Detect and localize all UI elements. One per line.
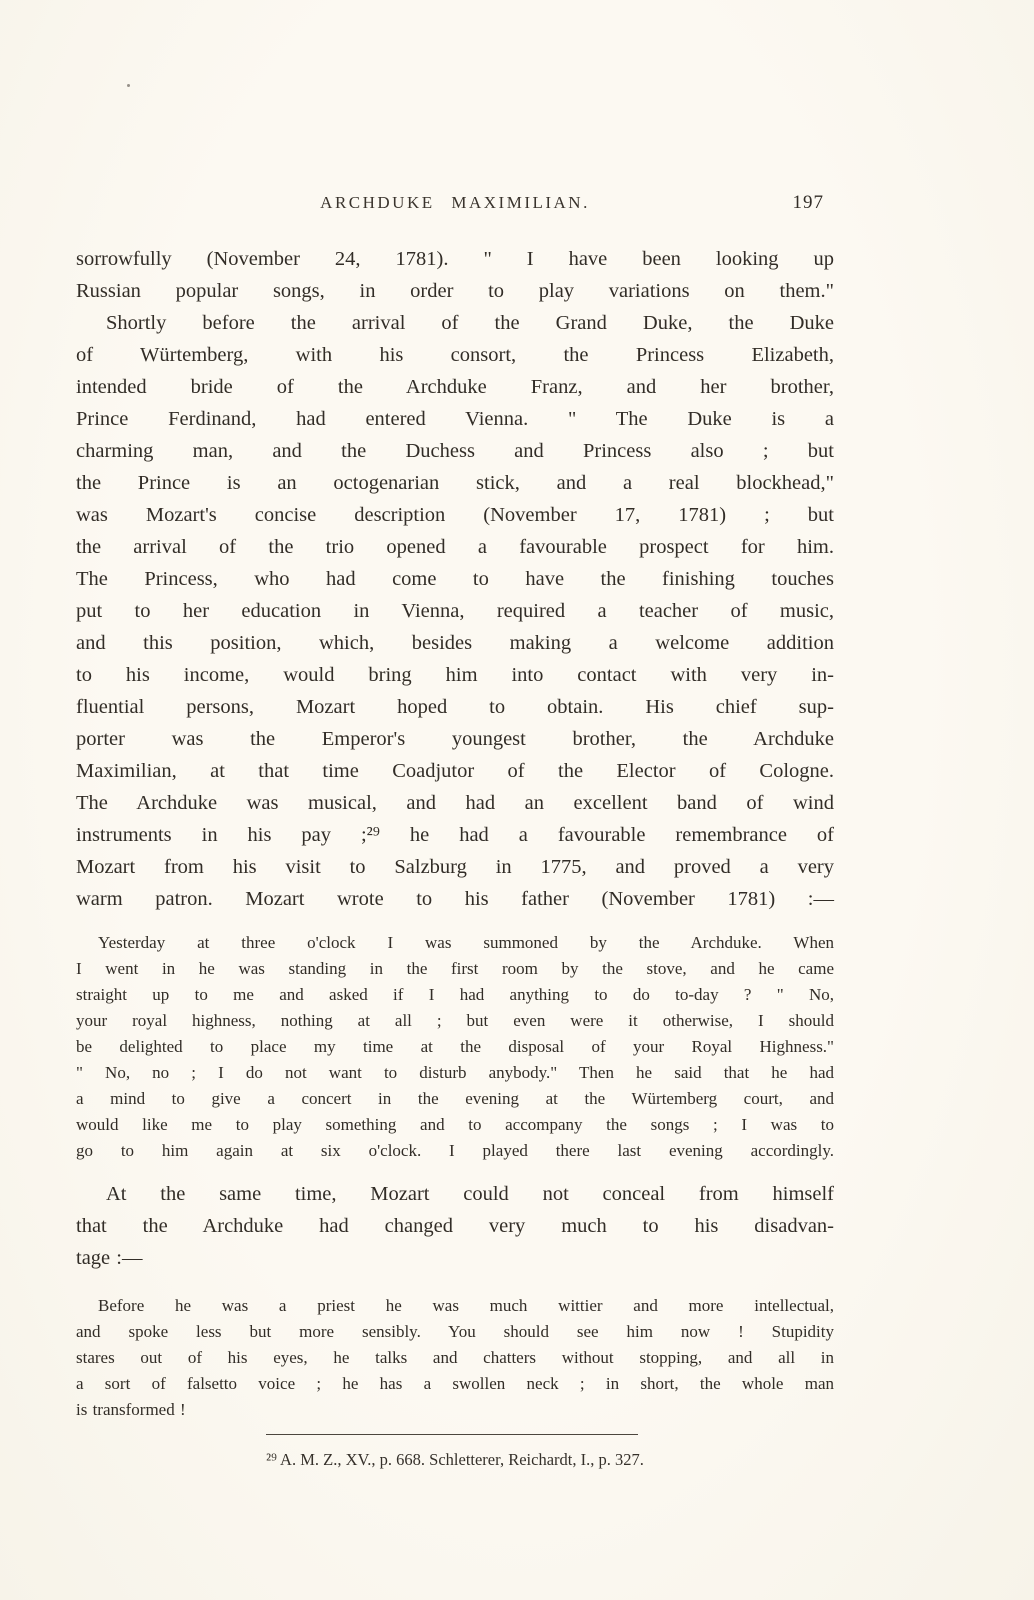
text-line: stares out of his eyes, he talks and chatters without stopping, and all in xyxy=(76,1348,834,1367)
text-line: go to him again at six o'clock. I played there last evening accordingly. xyxy=(76,1141,834,1160)
text-line: the Prince is an octogenarian stick, and a real blockhead," xyxy=(76,472,834,494)
text-line: to his income, would bring him into contact with very in- xyxy=(76,664,834,686)
text-line: the arrival of the trio opened a favourable prospect for him. xyxy=(76,536,834,558)
paragraph-opening xyxy=(76,243,834,307)
text-line: that the Archduke had changed very much to his disadvan- xyxy=(76,1215,834,1237)
text-line: Yesterday at three o'clock I was summoned by the Archduke. When xyxy=(98,933,834,952)
text-line: At the same time, Mozart could not conceal from himself xyxy=(106,1183,834,1205)
running-title: ARCHDUKE MAXIMILIAN. xyxy=(320,193,590,212)
text-line: was Mozart's concise description (November 17, 1781) ; but xyxy=(76,504,834,526)
text-line: The Princess, who had come to have the finishing touches xyxy=(76,568,834,590)
page-content xyxy=(76,0,834,1470)
text-line: and spoke less but more sensibly. You should see him now ! Stupidity xyxy=(76,1322,834,1341)
text-line: of Würtemberg, with his consort, the Princess Elizabeth, xyxy=(76,344,834,366)
footnote: ²⁹ A. M. Z., XV., p. 668. Schletterer, Reichardt, I., p. 327. xyxy=(266,1450,644,1469)
text-line: tage :— xyxy=(76,1247,143,1269)
paragraph-grand-duke xyxy=(76,307,834,915)
text-line: instruments in his pay ;²⁹ he had a favourable remembrance of xyxy=(76,824,834,846)
text-line: porter was the Emperor's youngest brother, the Archduke xyxy=(76,728,834,750)
text-line: sorrowfully (November 24, 1781). " I have been looking up xyxy=(76,248,834,270)
text-line: " No, no ; I do not want to disturb anybody." Then he said that he had xyxy=(76,1063,834,1082)
text-line: Prince Ferdinand, had entered Vienna. " The Duke is a xyxy=(76,408,834,430)
text-line: Russian popular songs, in order to play variations on them." xyxy=(76,280,834,302)
text-line: intended bride of the Archduke Franz, and her brother, xyxy=(76,376,834,398)
text-line: a sort of falsetto voice ; he has a swollen neck ; in short, the whole man xyxy=(76,1374,834,1393)
text-line: fluential persons, Mozart hoped to obtain. His chief sup- xyxy=(76,696,834,718)
page-header xyxy=(76,193,834,217)
text-line: Shortly before the arrival of the Grand Duke, the Duke xyxy=(106,312,834,334)
text-line: is transformed ! xyxy=(76,1400,186,1419)
text-line: your royal highness, nothing at all ; but even were it otherwise, I should xyxy=(76,1011,834,1030)
page-number: 197 xyxy=(792,192,824,213)
text-line: Before he was a priest he was much wittier and more intellectual, xyxy=(98,1296,834,1315)
text-line: and this position, which, besides making a welcome addition xyxy=(76,632,834,654)
text-line: Maximilian, at that time Coadjutor of the Elector of Cologne. xyxy=(76,760,834,782)
text-line: I went in he was standing in the first room by the stove, and he came xyxy=(76,959,834,978)
text-line: would like me to play something and to accompany the songs ; I was to xyxy=(76,1115,834,1134)
text-line: a mind to give a concert in the evening at the Würtemberg court, and xyxy=(76,1089,834,1108)
paragraph-same-time xyxy=(76,1178,834,1274)
block-quote-summoned xyxy=(76,930,834,1164)
text-line: straight up to me and asked if I had anything to do to-day ? " No, xyxy=(76,985,834,1004)
text-line: be delighted to place my time at the disposal of your Royal Highness." xyxy=(76,1037,834,1056)
text-line: The Archduke was musical, and had an excellent band of wind xyxy=(76,792,834,814)
footnote-rule xyxy=(266,1434,638,1435)
text-line: Mozart from his visit to Salzburg in 1775, and proved a very xyxy=(76,856,834,878)
text-line: charming man, and the Duchess and Princess also ; but xyxy=(76,440,834,462)
block-quote-priest xyxy=(76,1293,834,1423)
text-line: put to her education in Vienna, required a teacher of music, xyxy=(76,600,834,622)
text-line: warm patron. Mozart wrote to his father (November 1781) :— xyxy=(76,888,834,910)
